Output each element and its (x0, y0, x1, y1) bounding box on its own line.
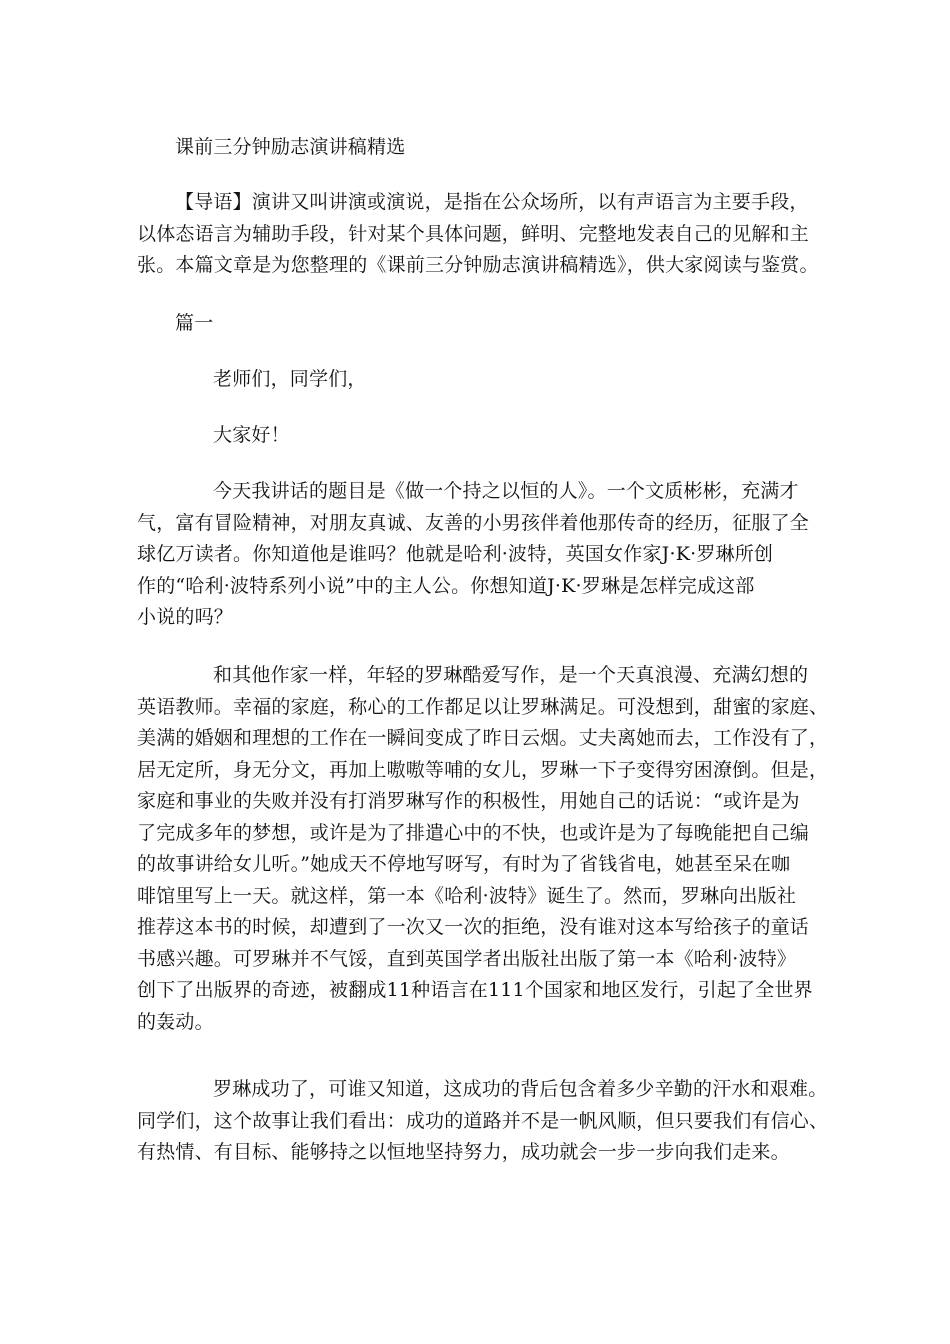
greeting-line-1: 老师们，同学们， (213, 368, 367, 390)
greeting-line-2: 大家好！ (213, 424, 290, 446)
body-paragraph-2: 和其他作家一样，年轻的罗琳酷爱写作，是一个天真浪漫、充满幻想的 英语教师。幸福的家庭，称心的工作都足以让罗琳满足。可没想到，甜蜜的家庭、 美满的婚姻和理想的工作在一瞬间变成了昨日云烟。丈夫离她而去，工作没有了， 居无定所，身无分文，再加上嗷嗷等哺的女儿，罗琳一下子变得穷困潦倒。但是， 家庭和事业的失败并没有打消罗琳写作的积极性，用她自己的话说：“或许是为 了完成多年的梦想，或许是为了排遣心中的不快，也或许是为了每晚能把自己编 的故事讲给女儿听。”她成天不停地写呀写，有时为了省钱省电，她甚至呆在咖 啡馆里写上一天。就这样，第一本《哈利·波特》诞生了。然而，罗琳向出版社 推荐这本书的时候，却遭到了一次又一次的拒绝，没有谁对这本写给孩子的童话 书感兴趣。可罗琳并不气馁，直到英国学者出版社出版了第一本《哈利·波特》 创下了出版界的奇迹，被翻成11种语言在111个国家和地区发行，引起了全世界 的轰动。 (137, 664, 829, 1033)
document-title: 课前三分钟励志演讲稿精选 (175, 136, 406, 158)
intro-paragraph: 【导语】演讲又叫讲演或演说，是指在公众场所，以有声语言为主要手段， 以体态语言为辅助手段，针对某个具体问题，鲜明、完整地发表自己的见解和主 张。本篇文章是为您整理的《课前三分钟励志演讲稿精选》，供大家阅读与鉴赏。 (137, 191, 819, 276)
body-paragraph-3: 罗琳成功了，可谁又知道，这成功的背后包含着多少辛勤的汗水和艰难。 同学们，这个故事让我们看出：成功的道路并不是一帆风顺，但只要我们有信心、 有热情、有目标、能够持之以恒地坚持努力，成功就会一步一步向我们走来。 (137, 1078, 829, 1163)
section-heading: 篇一 (175, 312, 214, 334)
body-paragraph-1: 今天我讲话的题目是《做一个持之以恒的人》。一个文质彬彬，充满才 气，富有冒险精神，对朋友真诚、友善的小男孩伴着他那传奇的经历，征服了全 球亿万读者。你知道他是谁吗？他就是哈利·波特，英国女作家J·K·罗琳所创 作的“哈利·波特系列小说”中的主人公。你想知道J·K·罗琳是怎样完成这部 小说的吗？ (137, 480, 810, 628)
